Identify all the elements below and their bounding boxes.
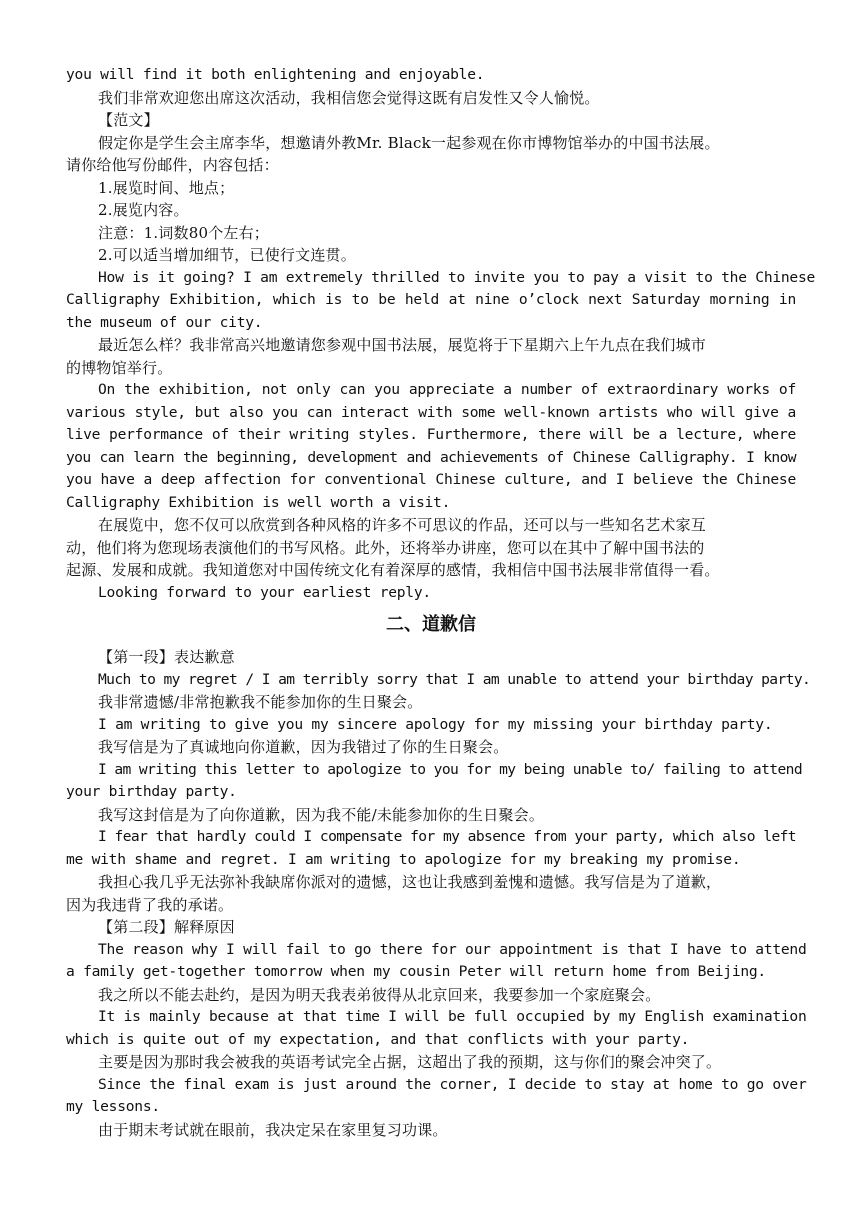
text-line: 2.展览内容。 (98, 201, 189, 219)
text-line: I fear that hardly could I compensate for my absence from your party, which also left (98, 828, 796, 845)
text-line: 1.展览时间、地点； (98, 178, 235, 197)
text-line: 假定你是学生会主席李华，想邀请外教Mr. Black一起参观在你市博物馆举办的中国书法展。 (98, 133, 720, 152)
text-line: 请你给他写份邮件，内容包括： (66, 156, 279, 174)
text-line: 【第二段】解释原因 (98, 918, 235, 936)
text-line: my lessons. (66, 1098, 160, 1115)
text-line: 起源、发展和成就。我知道您对中国传统文化有着深厚的感情，我相信中国书法展非常值得一看。 (66, 561, 720, 579)
text-line: Since the final exam is just around the corner, I decide to stay at home to go over (98, 1075, 807, 1093)
text-line: the museum of our city. (66, 313, 263, 331)
text-line: you will find it both enlightening and enjoyable. (66, 66, 485, 83)
text-line: which is quite out of my expectation, and that conflicts with your party. (66, 1030, 690, 1048)
text-line: your birthday party. (66, 783, 237, 800)
text-line: you can learn the beginning, development and achievements of Chinese Calligraphy. I know (66, 448, 796, 466)
text-line: 【第一段】表达歉意 (98, 648, 235, 666)
text-line: you have a deep affection for conventional Chinese culture, and I believe the Chinese (66, 471, 796, 488)
text-line: a family get-together tomorrow when my cousin Peter will return home from Beijing. (66, 963, 766, 980)
text-line: I am writing this letter to apologize to you for my being unable to/ failing to attend (98, 760, 803, 778)
model-essay-section (66, 64, 816, 604)
text-line: 2.可以适当增加细节，已使行文连贯。 (98, 246, 356, 264)
text-line: various style, but also you can interact with some well-known artists who will give a (66, 403, 796, 421)
text-line: 由于期末考试就在眼前，我决定呆在家里复习功课。 (98, 1120, 448, 1139)
text-line: 注意：1.词数80个左右； (98, 223, 269, 242)
text-line: 我写信是为了真诚地向你道歉，因为我错过了你的生日聚会。 (98, 738, 509, 756)
text-line: Calligraphy Exhibition is well worth a visit. (66, 493, 451, 511)
text-line: 在展览中，您不仅可以欣赏到各种风格的许多不可思议的作品，还可以与一些知名艺术家互 (98, 516, 707, 534)
text-line: 我们非常欢迎您出席这次活动，我相信您会觉得这既有启发性又令人愉悦。 (98, 88, 600, 107)
text-line: me with shame and regret. I am writing to apologize for my breaking my promise. (66, 850, 741, 868)
text-line: The reason why I will fail to go there for our appointment is that I have to attend (98, 940, 807, 958)
text-line: 我写这封信是为了向你道歉，因为我不能/未能参加你的生日聚会。 (98, 805, 545, 824)
text-line: 【范文】 (98, 111, 159, 129)
text-line: 动，他们将为您现场表演他们的书写风格。此外，还将举办讲座，您可以在其中了解中国书法的 (66, 538, 705, 557)
text-line: Much to my regret / I am terribly sorry that I am unable to attend your birthday party. (98, 670, 811, 688)
text-line: 最近怎么样？我非常高兴地邀请您参观中国书法展，展览将于下星期六上午九点在我们城市 (98, 336, 707, 354)
apology-letter-section (66, 646, 811, 1141)
text-line: live performance of their writing styles. Furthermore, there will be a lecture, where (66, 426, 796, 443)
text-line: How is it going? I am extremely thrilled to invite you to pay a visit to the Chinese (98, 268, 816, 286)
text-line: 主要是因为那时我会被我的英语考试完全占据，这超出了我的预期，这与你们的聚会冲突了。 (98, 1053, 722, 1071)
section-heading: 二、道歉信 (386, 614, 476, 635)
text-line: 我担心我几乎无法弥补我缺席你派对的遗憾，这也让我感到羞愧和遗憾。我写信是为了道歉， (98, 873, 722, 891)
text-line: 我非常遗憾/非常抱歉我不能参加你的生日聚会。 (98, 693, 423, 711)
document-page (66, 64, 816, 1141)
text-line: Calligraphy Exhibition, which is to be held at nine o’clock next Saturday morning in (66, 291, 796, 308)
text-line: 我之所以不能去赴约，是因为明天我表弟彼得从北京回来，我要参加一个家庭聚会。 (98, 985, 661, 1004)
text-line: 因为我违背了我的承诺。 (66, 895, 234, 914)
text-line: It is mainly because at that time I will be full occupied by my English examination (98, 1008, 807, 1025)
text-line: 的博物馆举行。 (66, 358, 173, 377)
text-line: On the exhibition, not only can you appreciate a number of extraordinary works of (98, 381, 796, 398)
text-line: Looking forward to your earliest reply. (98, 583, 431, 601)
text-line: I am writing to give you my sincere apology for my missing your birthday party. (98, 715, 773, 733)
